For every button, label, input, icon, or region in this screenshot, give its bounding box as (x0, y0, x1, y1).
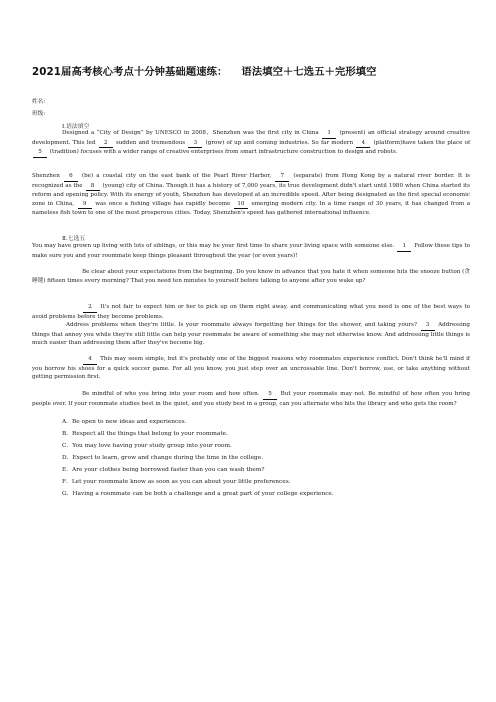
section2-paragraph6: Be mindful of who you bring into your room and how often. 5 But your roommate may not. Be mindful of how often you bring people over. If your roommate studies best in the quiet, and you study best in a group, can you alternate who hits the library and who gets the room? (32, 391, 471, 407)
blank-5: 5 (33, 148, 47, 158)
document-title (32, 63, 472, 78)
blank-9: 9 (78, 200, 92, 210)
option-d: D．Expect to learn, grow and change during the time in the college. (62, 455, 264, 461)
section2-paragraph3: 2 It's not fair to expect him or her to pick up on them right away, and communicating what you need is one of the best ways to avoid problems before they become problems. (32, 304, 471, 320)
blank-10: 10 (234, 200, 248, 210)
class-label: 班级: (32, 111, 46, 117)
option-a: A．Be open to new ideas and experiences. (62, 419, 187, 425)
option-e: E．Are your clothes being borrowed faster than you can wash them? (62, 467, 265, 473)
section1-paragraph2: Shenzhen 6 (be) a coastal city on the east bank of the Pearl River Harbor, 7 (separate) from Hong Kong by a natural river border. It is recognized as the 8 (young) city of China. Though it has a history of 7,000 years, its true development didn't start until 1980 when China started its reform and opening policy. With its energy of youth, Shenzhen has developed at an incredible speed. After being designated as the first special economic zone in China, 9 was once a fishing village has rapidly become 10 emerging modern city. In a time range of 30 years, it has changed from a nameless fish town to one of the most prosperous cities. Today, Shenzhen's speed has gathered international influence. (32, 173, 471, 217)
option-g: G．Having a roommate can be both a challenge and a great part of your college experience. (62, 491, 334, 497)
section2-paragraph1: You may have grown up living with lots of siblings, or this may be your first time to share your living space with someone else. 1 Follow these tips to make sure you and your roommate keep things pleasant throughout the year (or even years)! (32, 243, 470, 259)
section1-paragraph1: Designed a “City of Design” by UNESCO in 2008，Shenzhen was the first city in China 1 (present) an official strategy around creative development. This led 2 sudden and tremendous 3 (grow) of up and coming industries. So far modern 4 (platform)have taken the place of 5 (tradition) focuses with a wider range of creative enterprises from smart infrastructure construction to design and robots. (32, 129, 470, 158)
blank-s2-4: 4 (83, 355, 97, 365)
section2-paragraph2: Be clear about your expectations from the beginning. Do you know in advance that you hate it when someone hits the snooze button (贪睡键) fifteen times every morning? That you need ten minutes to yourself before talking to anyone after you wake up? (32, 269, 470, 284)
section2-paragraph5: 4 This may seem simple, but it's probably one of the biggest reasons why roommates experience conflict. Don't think he'll mind if you borrow his shoes for a quick soccer game. For all you know, you just step over an uncrossable line. Don't borrow, use, or take anything without getting permission first. (32, 356, 470, 381)
option-f: F．Let your roommate know as soon as you can about your little preferences. (62, 479, 291, 485)
blank-s2-3: 3 (421, 321, 435, 331)
blank-6: 6 (64, 172, 78, 182)
blank-7: 7 (275, 172, 289, 182)
section1-heading: Ⅰ.语法填空 (62, 124, 90, 130)
blank-8: 8 (86, 182, 100, 192)
blank-3: 3 (188, 139, 202, 149)
blank-s2-1: 1 (397, 242, 411, 252)
name-label: 姓名: (32, 99, 46, 105)
blank-4: 4 (356, 139, 370, 149)
blank-2: 2 (99, 139, 113, 149)
blank-s2-2: 2 (83, 303, 97, 313)
blank-s2-5: 5 (263, 390, 277, 400)
option-b: B．Respect all the things that belong to your roommate. (62, 431, 228, 437)
blank-1: 1 (322, 129, 336, 139)
title-left: 2021届高考核心考点十分钟基础题速练： (32, 66, 228, 78)
section2-paragraph4: Address problems when they're little. Is your roommate always forgetting her things for the shower, and taking yours? 3 Addressing things that annoy you while they're still little can help your roommate be aware of something she may not otherwise know. And addressing little things is much easier than addressing them after they've become big. (32, 322, 470, 347)
option-c: C．You may love having your study group into your room. (62, 443, 232, 449)
section2-heading: Ⅱ.七选五 (62, 236, 86, 242)
title-right: 语法填空＋七选五＋完形填空 (241, 66, 377, 78)
